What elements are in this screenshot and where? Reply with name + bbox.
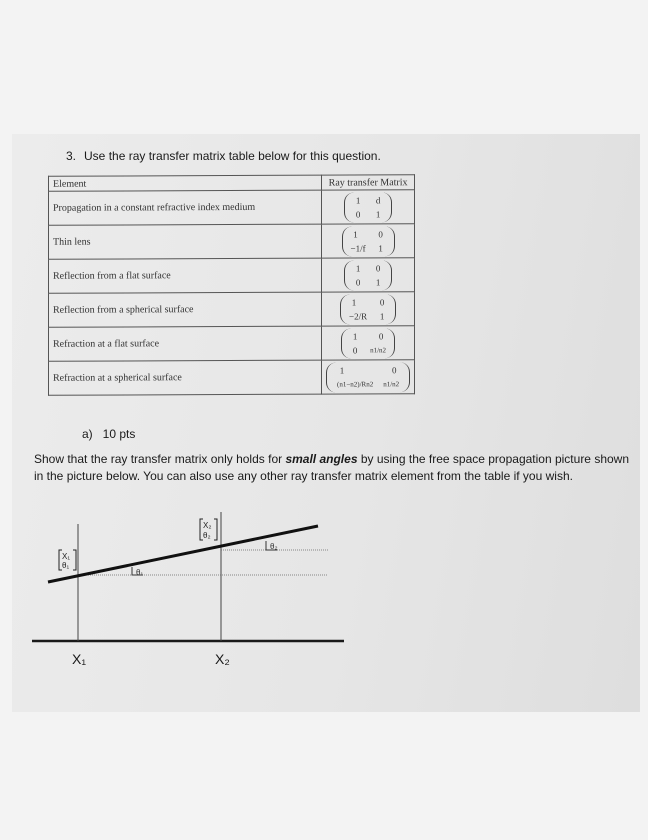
matrix-cell: −2/R [349, 310, 368, 321]
matrix-cell: −1/f [350, 242, 366, 253]
worksheet-page [12, 134, 640, 712]
vector-bracket-right [214, 519, 217, 540]
vector2-top: X₂ [203, 521, 212, 530]
matrix-cell: (n1−n2)/Rn2 [337, 379, 374, 389]
question-text: Use the ray transfer matrix table below for this question. [84, 149, 381, 163]
vector2-bottom: θ₂ [203, 531, 211, 540]
prompt-text: by using the free space propagation picture shown in the picture below. You can also use any other ray transfer matrix element from the table if you wish. [34, 452, 630, 483]
matrix-cell: 0 [355, 276, 361, 287]
row-element: Reflection from a flat surface [49, 258, 322, 293]
part-a-label: a) [82, 427, 93, 441]
prompt-emphasis: small angles [285, 452, 358, 466]
matrix-cell: 0 [378, 228, 383, 239]
matrix-cell: 1 [355, 194, 361, 205]
vector-bracket-right [73, 550, 76, 570]
header-element: Element [49, 175, 322, 191]
question-number: 3. [66, 149, 77, 163]
header-matrix: Ray transfer Matrix [322, 175, 415, 190]
matrix-cell: 1 [379, 310, 385, 321]
ray-line [48, 526, 318, 582]
matrix-cell: 1 [352, 330, 358, 341]
matrix-cell: 1 [351, 296, 357, 307]
matrix-cell: n1/n2 [370, 345, 387, 354]
matrix-cell: 1 [353, 228, 358, 239]
matrix-cell: 0 [352, 344, 358, 355]
matrix-cell: 0 [375, 262, 381, 273]
row-element: Propagation in a constant refractive index medium [49, 190, 322, 225]
matrix-cell: 1 [339, 365, 345, 376]
matrix-cell: n1/n2 [383, 379, 400, 388]
propagation-figure [12, 134, 640, 712]
row-element: Reflection from a spherical surface [49, 292, 322, 327]
angle-label-1: θ₁ [136, 568, 144, 577]
label-x1: X₁ [72, 651, 87, 667]
matrix-cell: 1 [375, 208, 381, 219]
matrix-cell: 0 [379, 296, 385, 307]
prompt-text: Show that the ray transfer matrix only holds for [34, 452, 286, 466]
matrix-cell: 0 [355, 208, 361, 219]
vector1-bottom: θ₁ [62, 561, 70, 570]
row-element: Refraction at a flat surface [49, 326, 322, 361]
matrix-cell: d [375, 194, 381, 205]
row-element: Refraction at a spherical surface [49, 360, 322, 395]
matrix-cell: 1 [378, 242, 383, 253]
part-a-points: 10 pts [102, 427, 136, 441]
matrix-cell: 1 [375, 276, 381, 287]
matrix-cell: 0 [391, 364, 397, 375]
row-element: Thin lens [49, 224, 322, 259]
angle-label-2: θ₂ [270, 542, 278, 551]
matrix-cell: 1 [355, 262, 361, 273]
label-x2: X₂ [215, 651, 230, 667]
matrix-cell: 0 [378, 330, 384, 341]
vector1-top: X₁ [62, 552, 71, 561]
